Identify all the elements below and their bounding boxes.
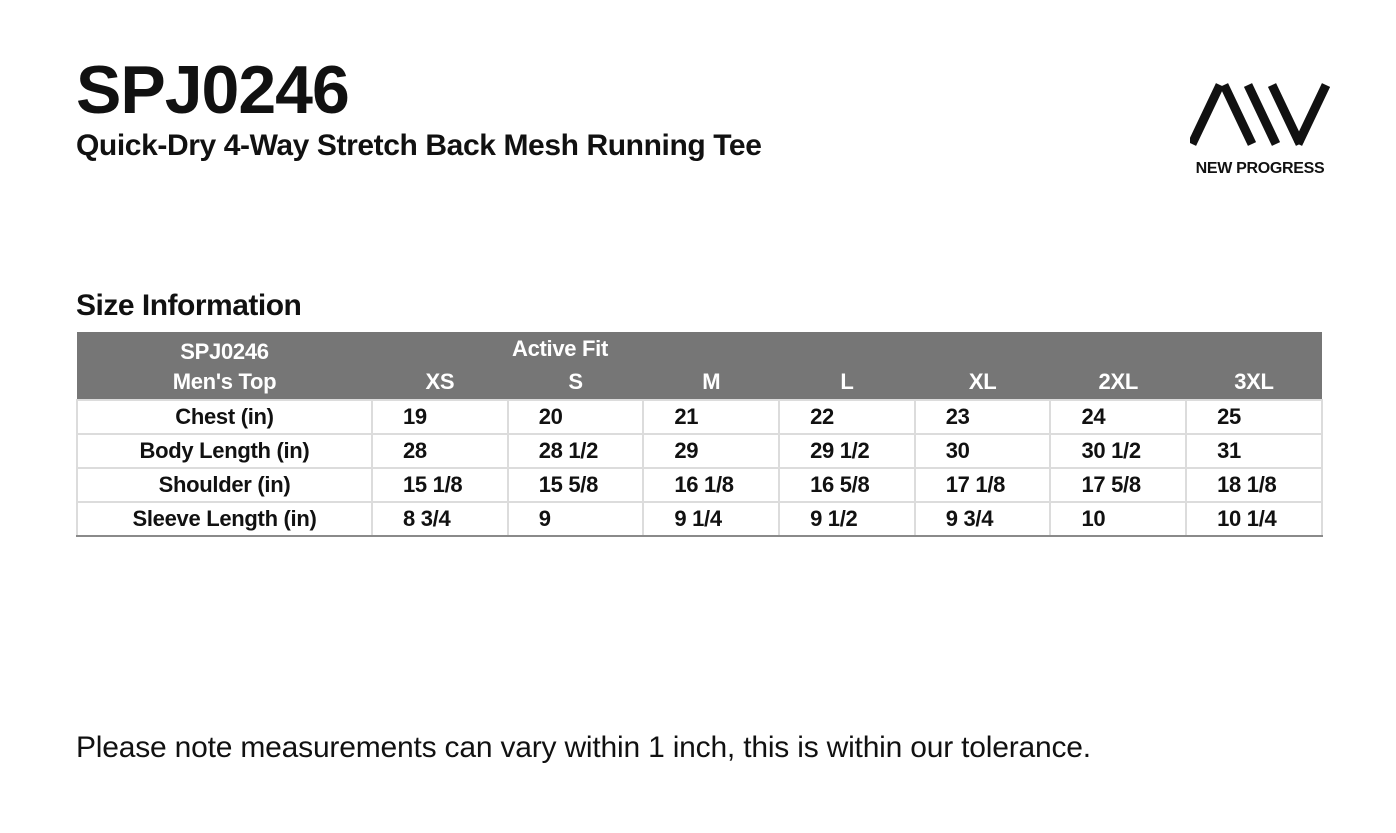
tolerance-note: Please note measurements can vary within 1 inch, this is within our tolerance. [76,731,1091,764]
row-label: Shoulder (in) [77,468,372,502]
measurement-cell: 16 5/8 [779,468,915,502]
size-header: 3XL [1186,365,1322,400]
measurement-cell: 15 1/8 [372,468,508,502]
measurement-cell: 10 [1050,502,1186,536]
brand-logo-mark [1190,82,1330,146]
measurement-cell: 31 [1186,434,1322,468]
table-row [77,434,1322,468]
measurement-cell: 21 [643,400,779,434]
size-header: XS [372,365,508,400]
measurement-cell: 18 1/8 [1186,468,1322,502]
table-row [77,400,1322,434]
measurement-cell: 24 [1050,400,1186,434]
brand-logo [1180,82,1340,178]
measurement-cell: 17 5/8 [1050,468,1186,502]
size-header: L [779,365,915,400]
measurement-cell: 30 [915,434,1051,468]
size-table [76,332,1323,537]
measurement-cell: 9 1/2 [779,502,915,536]
measurement-cell: 16 1/8 [643,468,779,502]
measurement-cell: 28 1/2 [508,434,644,468]
measurement-cell: 29 [643,434,779,468]
size-header: M [643,365,779,400]
measurement-cell: 19 [372,400,508,434]
measurement-cell: 10 1/4 [1186,502,1322,536]
size-header: 2XL [1050,365,1186,400]
measurement-cell: 30 1/2 [1050,434,1186,468]
measurement-cell: 29 1/2 [779,434,915,468]
measurement-cell: 22 [779,400,915,434]
row-label: Chest (in) [77,400,372,434]
measurement-cell: 17 1/8 [915,468,1051,502]
size-header: S [508,365,644,400]
row-label: Body Length (in) [77,434,372,468]
table-row [77,468,1322,502]
measurement-cell: 28 [372,434,508,468]
measurement-cell: 8 3/4 [372,502,508,536]
measurement-cell: 9 [508,502,644,536]
measurement-cell: 15 5/8 [508,468,644,502]
size-header: XL [915,365,1051,400]
product-code: SPJ0246 [76,52,349,128]
measurement-cell: 9 1/4 [643,502,779,536]
section-title: Size Information [76,289,302,322]
product-name: Quick-Dry 4-Way Stretch Back Mesh Running Tee [76,129,762,162]
fit-label: Active Fit [372,332,1322,365]
table-header-code: SPJ0246 [77,332,372,365]
table-header-row-1 [77,332,1322,365]
brand-name: NEW PROGRESS [1195,160,1325,177]
table-header-row-2 [77,365,1322,400]
row-label: Sleeve Length (in) [77,502,372,536]
measurement-cell: 20 [508,400,644,434]
measurement-cell: 25 [1186,400,1322,434]
table-header-category: Men's Top [77,365,372,400]
measurement-cell: 23 [915,400,1051,434]
measurement-cell: 9 3/4 [915,502,1051,536]
table-row [77,502,1322,536]
